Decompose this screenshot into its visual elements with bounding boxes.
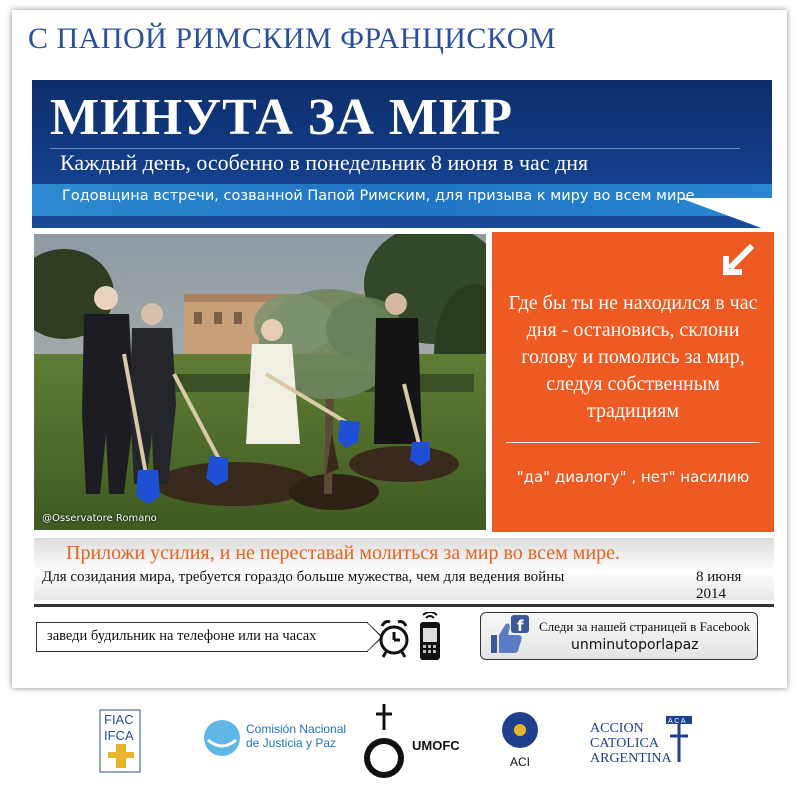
alarm-clock-phone-icons [376, 612, 446, 664]
fiac-logo [100, 710, 140, 772]
arrow-down-left-icon [720, 242, 756, 278]
facebook-like-icon [483, 613, 537, 657]
cnjp-line1: Comisión Nacional [246, 722, 347, 736]
photo-illustration [34, 234, 486, 530]
figure-left [82, 286, 134, 494]
svg-text:f: f [517, 617, 524, 635]
banner-anniversary: Годовщина встречи, созванной Папой Римским, для призыва к миру во всем мире [62, 188, 695, 204]
top-title: С ПАПОЙ РИМСКИМ ФРАНЦИСКОМ [28, 22, 557, 55]
quote-date: 8 июня 2014 [696, 569, 742, 602]
photo-credit: @Osservatore Romano [42, 513, 157, 524]
aca-line2: CATOLICA [590, 736, 659, 751]
aca-line1: ACCION [590, 721, 644, 736]
mobile-phone-icon [420, 612, 440, 660]
aca-logo [590, 716, 692, 766]
banner-divider [50, 148, 740, 149]
aca-line3: ARGENTINA [590, 751, 672, 766]
callout-panel [492, 232, 774, 532]
title-banner [32, 80, 772, 228]
cnjp-line2: de Justicia y Paz [246, 736, 337, 750]
umofc-text: UMOFC [412, 738, 460, 753]
tree-planting-photo [34, 234, 486, 530]
alarm-text: заведи будильник на телефоне или на часах [47, 628, 317, 644]
callout-message: Где бы ты не находился в час дня - остановись, склони голову и помолись за мир, следуя собственным традициям [508, 292, 758, 422]
ifca-logo-text: IFCA [104, 728, 134, 743]
appeal-text: Приложи усилия, и не переставай молиться за мир во всем мире. [66, 542, 621, 564]
aci-text: ACI [510, 755, 531, 769]
fiac-logo-text: FIAC [104, 712, 134, 727]
quote-text: Для созидания мира, требуется гораздо больше мужества, чем для ведения войны [42, 569, 565, 585]
facebook-handle[interactable]: unminutoporlapaz [571, 637, 699, 653]
banner-notch [680, 198, 772, 232]
cnjp-logo [204, 720, 346, 756]
callout-slogan: "да" диалогу" , нет" насилию [516, 468, 750, 486]
alarm-clock-icon [381, 622, 407, 658]
aca-mark: A C A [668, 718, 686, 725]
appeal-banner [34, 538, 774, 600]
aci-logo [502, 712, 538, 769]
facebook-follow-box[interactable] [480, 612, 758, 660]
partner-logos [0, 700, 800, 796]
umofc-logo [364, 704, 460, 778]
callout-divider [506, 442, 760, 443]
facebook-follow-text: Следи за нашей страницей в Facebook [539, 619, 751, 634]
alarm-reminder [36, 622, 368, 652]
footer-divider [34, 604, 774, 607]
main-title: МИНУТА ЗА МИР [50, 89, 514, 146]
logos-strip [0, 700, 800, 796]
banner-subtitle: Каждый день, особенно в понедельник 8 июня в час дня [60, 150, 589, 175]
figure-second [130, 303, 176, 484]
